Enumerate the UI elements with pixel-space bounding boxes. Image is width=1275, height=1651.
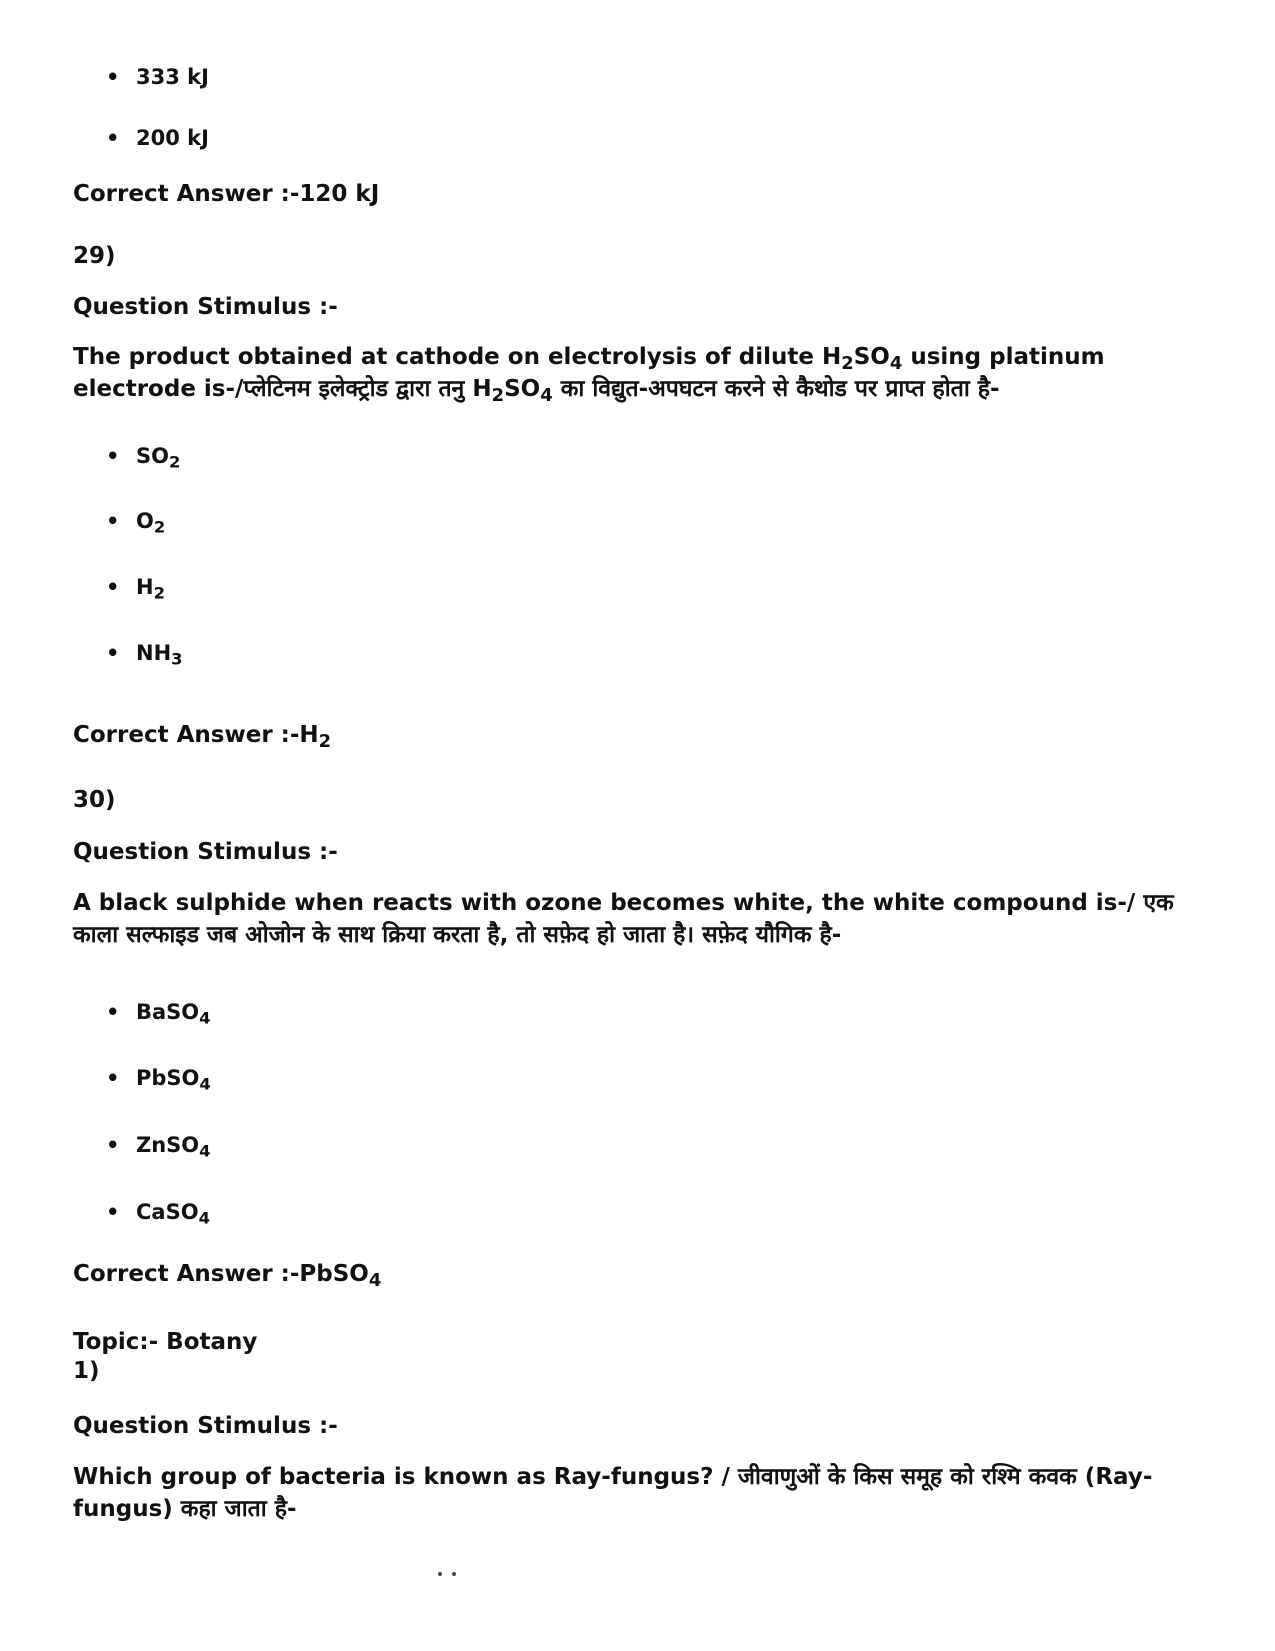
question-stem: A black sulphide when reacts with ozone becomes white, the white compound is-/ एक काला सल्फाइड जब ओजोन के साथ क्रिया करता है, तो सफ़ेद हो जाता है। सफ़ेद यौगिक है- — [73, 890, 1174, 948]
answer-value: 120 kJ — [299, 181, 380, 207]
option-text: $H_2$ — [136, 575, 165, 603]
question-stem: Which group of bacteria is known as Ray-fungus? / जीवाणुओं के किस समूह को रश्मि कवक (Ray-fungus) कहा जाता है- — [73, 1464, 1153, 1522]
answer-label: Correct Answer :- — [73, 1261, 300, 1287]
bullet: • — [106, 65, 120, 89]
bullet: • — [106, 509, 120, 533]
stimulus-label: Question Stimulus :- — [73, 1413, 338, 1439]
bullet: • — [106, 641, 120, 665]
question-number: 1) — [73, 1358, 100, 1384]
bullet: • — [106, 1200, 120, 1224]
option-text: 200 kJ — [136, 126, 209, 150]
option-text: CaSO$_4$ — [136, 1200, 210, 1228]
topic-heading: Topic:- Botany — [73, 1329, 258, 1355]
question-stem: The product obtained at cathode on electrolysis of dilute $H_2SO_4$ using platinum electrode is-/प्लेटिनम इलेक्ट्रोड द्वारा तनु $H_2SO_4$ का विद्युत-अपघटन करने से कैथोड पर प्राप्त होता है- — [73, 344, 1105, 407]
stimulus-label: Question Stimulus :- — [73, 839, 338, 865]
bullet: • — [106, 1133, 120, 1157]
option-text: $NH_3$ — [136, 641, 183, 669]
page-mark — [438, 1572, 466, 1577]
option-text: BaSO$_4$ — [136, 1000, 211, 1028]
question-number: 30) — [73, 787, 116, 813]
correct-answer — [73, 719, 331, 751]
option-text: $SO_2$ — [136, 444, 181, 472]
option-text: PbSO$_4$ — [136, 1066, 211, 1094]
option-text: 333 kJ — [136, 65, 209, 89]
option-text: ZnSO$_4$ — [136, 1133, 211, 1161]
correct-answer — [73, 1258, 381, 1290]
option-text: $O_2$ — [136, 509, 166, 537]
question-number: 29) — [73, 243, 116, 269]
bullet: • — [106, 126, 120, 150]
bullet: • — [106, 1000, 120, 1024]
stimulus-label: Question Stimulus :- — [73, 294, 338, 320]
bullet: • — [106, 444, 120, 468]
answer-value: PbSO$_4$ — [299, 1261, 382, 1292]
bullet: • — [106, 575, 120, 599]
answer-value: $H_2$ — [299, 722, 332, 753]
answer-label: Correct Answer :- — [73, 181, 300, 207]
correct-answer — [73, 178, 379, 210]
answer-label: Correct Answer :- — [73, 722, 300, 748]
bullet: • — [106, 1066, 120, 1090]
